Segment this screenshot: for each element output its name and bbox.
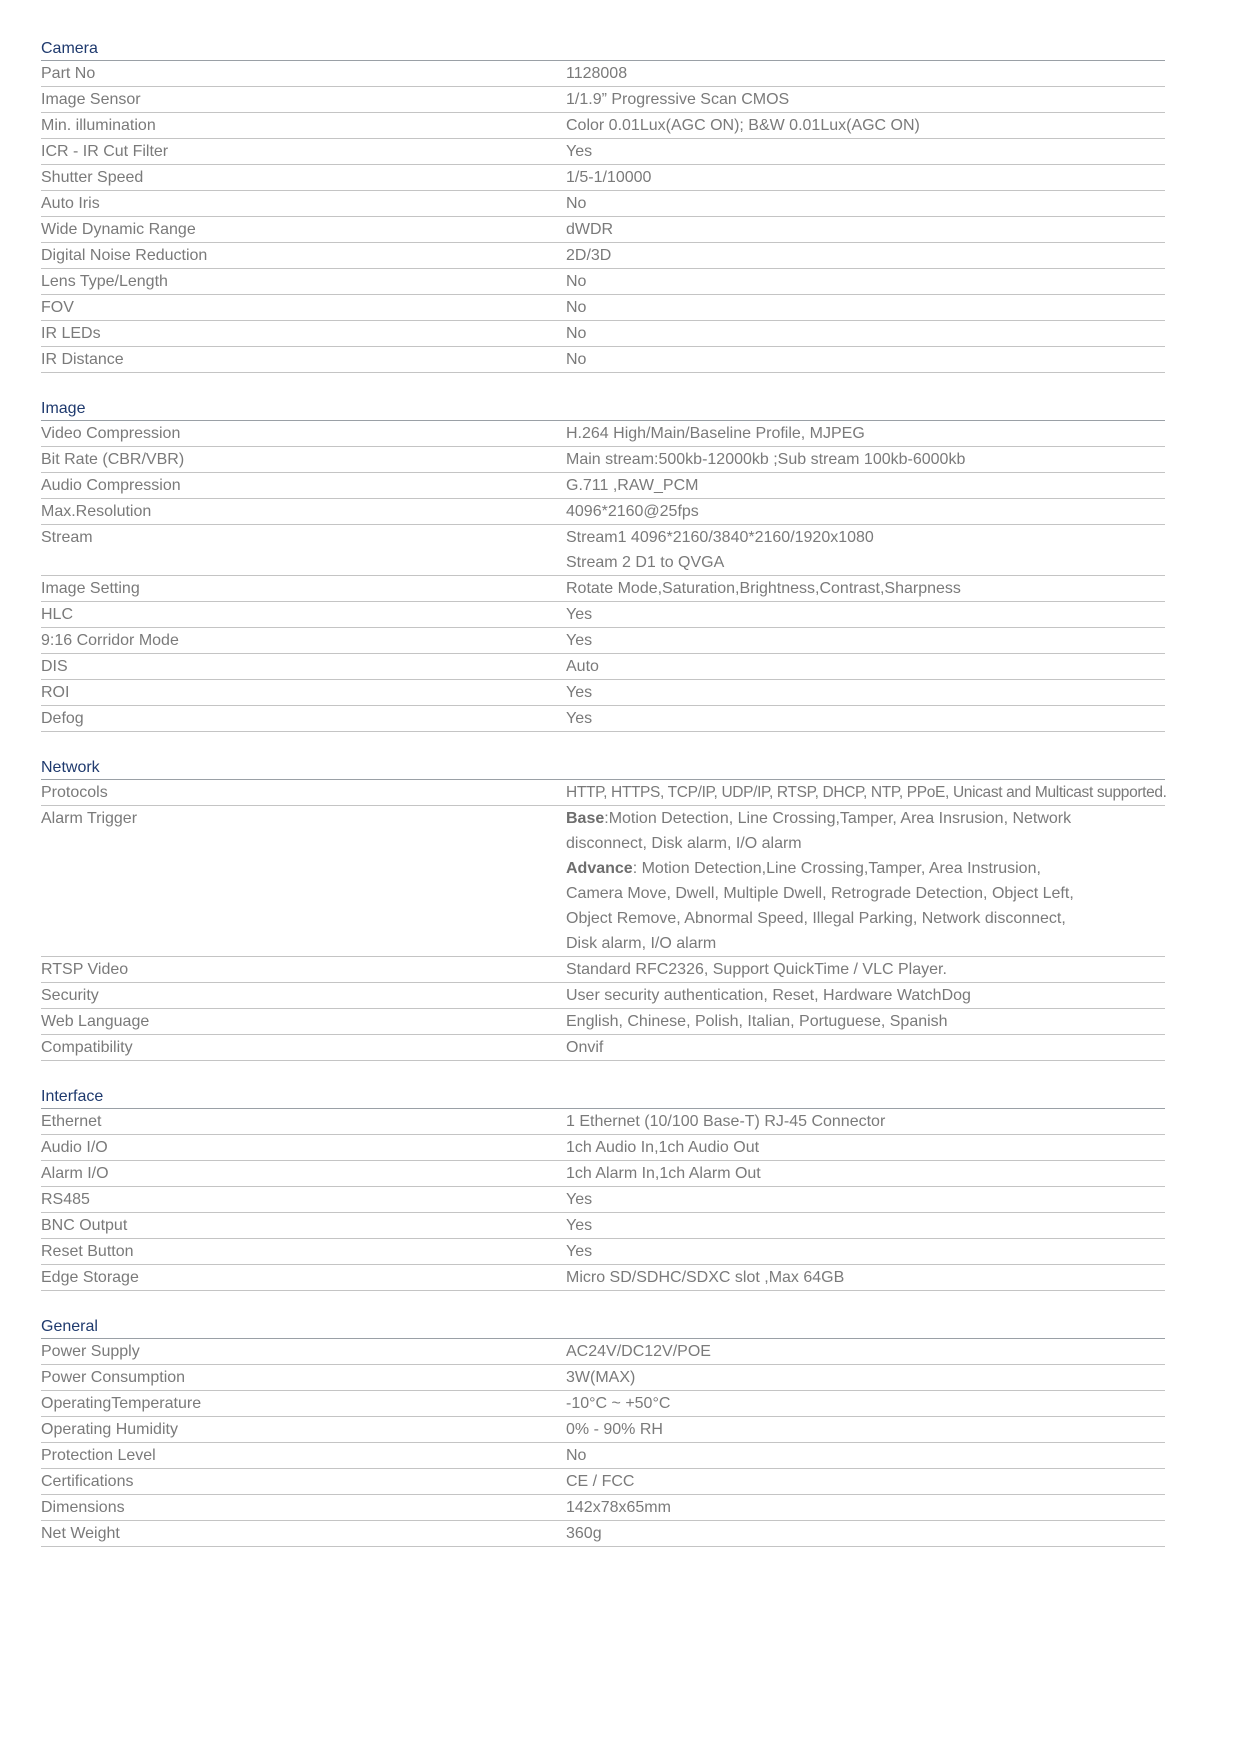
spec-value: Yes (566, 632, 593, 649)
spec-row-bit-rate (41, 447, 1165, 473)
spec-row-power-supply (41, 1339, 1165, 1365)
alarm-advance-label: Advance (566, 860, 633, 877)
alarm-advance-line-1 (566, 856, 1165, 881)
section-title-general: General (41, 1316, 1165, 1339)
spec-row-dimensions (41, 1495, 1165, 1521)
spec-label: Video Compression (41, 425, 181, 442)
spec-label: Protocols (41, 784, 108, 801)
spec-label: Web Language (41, 1013, 150, 1030)
spec-label: OperatingTemperature (41, 1395, 202, 1412)
spec-label: Alarm I/O (41, 1165, 109, 1182)
spec-label: Digital Noise Reduction (41, 247, 208, 264)
spec-label: HLC (41, 606, 74, 623)
spec-label: Reset Button (41, 1243, 134, 1260)
spec-label: Certifications (41, 1473, 134, 1490)
spec-row-max-resolution (41, 499, 1165, 525)
spec-value: H.264 High/Main/Baseline Profile, MJPEG (566, 425, 865, 442)
spec-value: 1ch Alarm In,1ch Alarm Out (566, 1165, 761, 1182)
spec-label: DIS (41, 658, 68, 675)
alarm-base-label: Base (566, 810, 605, 827)
spec-value (566, 780, 1167, 805)
spec-value (566, 806, 1165, 956)
spec-value: 142x78x65mm (566, 1499, 671, 1516)
spec-label: Image Setting (41, 580, 140, 597)
spec-label: Power Supply (41, 1343, 140, 1360)
spec-sheet (41, 38, 1165, 1572)
spec-row-audio-compression (41, 473, 1165, 499)
spec-label: 9:16 Corridor Mode (41, 632, 179, 649)
spec-label: Ethernet (41, 1113, 102, 1130)
spec-row-roi (41, 680, 1165, 706)
spec-row-ir-leds (41, 321, 1165, 347)
spec-row-edge-storage (41, 1265, 1165, 1291)
spec-row-wdr (41, 217, 1165, 243)
spec-value: Micro SD/SDHC/SDXC slot ,Max 64GB (566, 1269, 845, 1286)
spec-value: Yes (566, 710, 593, 727)
spec-label: Security (41, 987, 99, 1004)
alarm-advance-line-4: Disk alarm, I/O alarm (566, 935, 717, 952)
spec-value: Yes (566, 1243, 593, 1260)
stream-line-1: Stream1 4096*2160/3840*2160/1920x1080 (566, 529, 874, 546)
spec-value: Color 0.01Lux(AGC ON); B&W 0.01Lux(AGC ON) (566, 117, 920, 134)
spec-value: 0% - 90% RH (566, 1421, 663, 1438)
spec-label: Audio Compression (41, 477, 181, 494)
section-title-image: Image (41, 398, 1165, 421)
spec-row-image-sensor (41, 87, 1165, 113)
spec-row-dis (41, 654, 1165, 680)
spec-label: Bit Rate (CBR/VBR) (41, 451, 185, 468)
spec-row-alarm-io (41, 1161, 1165, 1187)
section-network (41, 757, 1165, 1061)
spec-label: Wide Dynamic Range (41, 221, 196, 238)
spec-value: Yes (566, 606, 593, 623)
spec-label: ICR - IR Cut Filter (41, 143, 169, 160)
spec-value: 3W(MAX) (566, 1369, 636, 1386)
spec-label: Part No (41, 65, 96, 82)
alarm-advance-line-3: Object Remove, Abnormal Speed, Illegal Parking, Network disconnect, (566, 910, 1066, 927)
spec-row-audio-io (41, 1135, 1165, 1161)
section-title-camera: Camera (41, 38, 1165, 61)
spec-value: -10°C ~ +50°C (566, 1395, 671, 1412)
spec-row-power-consumption (41, 1365, 1165, 1391)
spec-row-image-setting (41, 576, 1165, 602)
spec-value: 4096*2160@25fps (566, 503, 699, 520)
spec-label: RTSP Video (41, 961, 129, 978)
spec-value: Main stream:500kb-12000kb ;Sub stream 100kb-6000kb (566, 451, 966, 468)
spec-label: Stream (41, 529, 93, 546)
spec-label: BNC Output (41, 1217, 128, 1234)
spec-label: Compatibility (41, 1039, 133, 1056)
spec-row-protocols (41, 780, 1165, 806)
alarm-advance-line-2: Camera Move, Dwell, Multiple Dwell, Retrograde Detection, Object Left, (566, 885, 1074, 902)
spec-row-reset-button (41, 1239, 1165, 1265)
spec-value: Standard RFC2326, Support QuickTime / VLC Player. (566, 961, 947, 978)
spec-value: No (566, 351, 587, 368)
stream-line-2: Stream 2 D1 to QVGA (566, 554, 725, 571)
alarm-base-line-1 (566, 806, 1165, 831)
spec-value: 1 Ethernet (10/100 Base-T) RJ-45 Connector (566, 1113, 886, 1130)
spec-row-min-illumination (41, 113, 1165, 139)
spec-label: Min. illumination (41, 117, 156, 134)
spec-value: 1128008 (566, 65, 628, 82)
spec-row-security (41, 983, 1165, 1009)
section-camera (41, 38, 1165, 373)
alarm-base-text-1: :Motion Detection, Line Crossing,Tamper, Area Insrusion, Network (604, 810, 1072, 827)
spec-value: 1ch Audio In,1ch Audio Out (566, 1139, 760, 1156)
spec-row-ir-distance (41, 347, 1165, 373)
spec-row-shutter-speed (41, 165, 1165, 191)
spec-label: Dimensions (41, 1499, 125, 1516)
spec-label: Net Weight (41, 1525, 120, 1542)
spec-value: Yes (566, 684, 593, 701)
spec-value: No (566, 195, 587, 212)
spec-label: Alarm Trigger (41, 810, 138, 827)
spec-label: ROI (41, 684, 70, 701)
spec-row-net-weight (41, 1521, 1165, 1547)
spec-row-defog (41, 706, 1165, 732)
spec-row-part-no (41, 61, 1165, 87)
spec-label: Image Sensor (41, 91, 141, 108)
spec-row-video-compression (41, 421, 1165, 447)
spec-row-ethernet (41, 1109, 1165, 1135)
spec-row-protection-level (41, 1443, 1165, 1469)
section-general (41, 1316, 1165, 1547)
spec-row-bnc-output (41, 1213, 1165, 1239)
spec-value: User security authentication, Reset, Hardware WatchDog (566, 987, 971, 1004)
spec-label: FOV (41, 299, 74, 316)
section-title-interface: Interface (41, 1086, 1165, 1109)
spec-value: 2D/3D (566, 247, 612, 264)
spec-value: No (566, 325, 587, 342)
spec-row-hlc (41, 602, 1165, 628)
spec-label: Shutter Speed (41, 169, 144, 186)
spec-row-rs485 (41, 1187, 1165, 1213)
spec-row-dnr (41, 243, 1165, 269)
spec-row-fov (41, 295, 1165, 321)
section-title-network: Network (41, 757, 1165, 780)
spec-label: RS485 (41, 1191, 90, 1208)
spec-row-compatibility (41, 1035, 1165, 1061)
spec-label: Edge Storage (41, 1269, 139, 1286)
spec-row-auto-iris (41, 191, 1165, 217)
spec-value: AC24V/DC12V/POE (566, 1343, 711, 1360)
spec-row-operating-humidity (41, 1417, 1165, 1443)
spec-value: No (566, 273, 587, 290)
spec-label: Audio I/O (41, 1139, 108, 1156)
spec-label: Power Consumption (41, 1369, 186, 1386)
spec-value: 360g (566, 1525, 602, 1542)
spec-row-web-language (41, 1009, 1165, 1035)
spec-value: 1/1.9” Progressive Scan CMOS (566, 91, 790, 108)
spec-label: Lens Type/Length (41, 273, 168, 290)
spec-value: Rotate Mode,Saturation,Brightness,Contrast,Sharpness (566, 580, 961, 597)
spec-row-alarm-trigger (41, 806, 1165, 957)
spec-value (566, 525, 1165, 575)
alarm-advance-text-1: : Motion Detection,Line Crossing,Tamper, Area Instrusion, (632, 860, 1041, 877)
spec-label: Defog (41, 710, 84, 727)
spec-label: Operating Humidity (41, 1421, 178, 1438)
protocols-text: HTTP, HTTPS, TCP/IP, UDP/IP, RTSP, DHCP, NTP, PPoE, Unicast and Multicast supported. (566, 784, 1167, 801)
spec-row-corridor-mode (41, 628, 1165, 654)
spec-value: Auto (566, 658, 599, 675)
spec-value: Yes (566, 1217, 593, 1234)
spec-value: dWDR (566, 221, 614, 238)
spec-label: Auto Iris (41, 195, 100, 212)
spec-value: Yes (566, 1191, 593, 1208)
spec-value: CE / FCC (566, 1473, 635, 1490)
spec-value: G.711 ,RAW_PCM (566, 477, 699, 494)
spec-value: 1/5-1/10000 (566, 169, 652, 186)
spec-label: IR LEDs (41, 325, 101, 342)
spec-row-operating-temperature (41, 1391, 1165, 1417)
spec-row-certifications (41, 1469, 1165, 1495)
spec-row-stream (41, 525, 1165, 576)
spec-value: No (566, 299, 587, 316)
spec-value: Onvif (566, 1039, 604, 1056)
spec-label: Max.Resolution (41, 503, 152, 520)
spec-row-icr (41, 139, 1165, 165)
spec-value: Yes (566, 143, 593, 160)
spec-value: English, Chinese, Polish, Italian, Portuguese, Spanish (566, 1013, 948, 1030)
spec-label: Protection Level (41, 1447, 156, 1464)
section-interface (41, 1086, 1165, 1291)
spec-row-rtsp-video (41, 957, 1165, 983)
spec-value: No (566, 1447, 587, 1464)
spec-label: IR Distance (41, 351, 124, 368)
alarm-base-line-2: disconnect, Disk alarm, I/O alarm (566, 835, 802, 852)
section-image (41, 398, 1165, 732)
spec-row-lens (41, 269, 1165, 295)
